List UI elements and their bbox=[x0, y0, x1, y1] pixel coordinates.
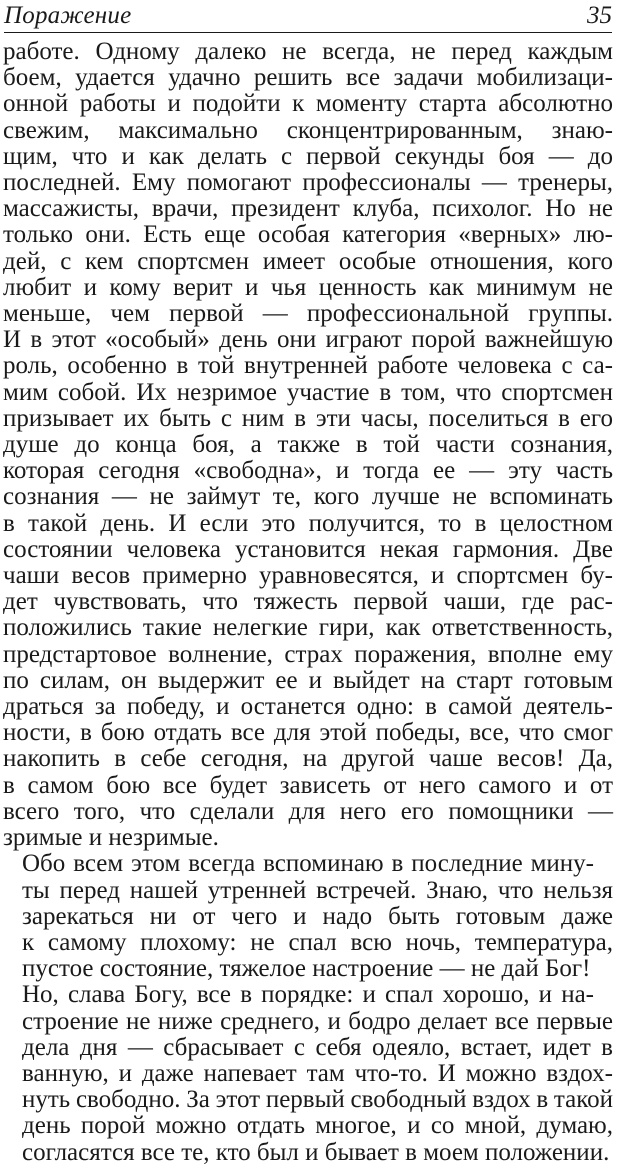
text-line: массажисты, врачи, президент клуба, психолог. Но не bbox=[3, 195, 613, 223]
text-line: предстартовое волнение, страх поражения, вполне ему bbox=[3, 640, 613, 668]
running-head bbox=[4, 0, 612, 33]
text-line: всего того, что сделали для него его помощники — bbox=[3, 797, 613, 825]
text-line: душе до конца боя, а также в той части сознания, bbox=[3, 431, 613, 459]
text-line: пустое состояние, тяжелое настроение — не дай Бог! bbox=[22, 955, 591, 983]
text-line: в такой день. И если это получится, то в целостном bbox=[3, 509, 613, 537]
text-line: дей, с кем спортсмен имеет особые отношения, кого bbox=[3, 247, 613, 275]
page-number: 35 bbox=[587, 2, 612, 29]
text-line: боем, удается удачно решить все задачи мобилизаци- bbox=[3, 64, 613, 92]
body-text bbox=[3, 39, 613, 1166]
text-line: в самом бою все будет зависеть от него самого и от bbox=[3, 771, 613, 799]
text-line: Обо всем этом всегда вспоминаю в последние мину- bbox=[22, 850, 594, 878]
text-line: строение не ниже среднего, и бодро делает все первые bbox=[22, 1007, 613, 1035]
text-line: онной работы и подойти к моменту старта абсолютно bbox=[3, 90, 613, 118]
text-line: дела дня — сбрасывает с себя одеяло, встает, идет в bbox=[22, 1033, 613, 1061]
text-line: день порой можно отдать многое, и со мной, думаю, bbox=[22, 1112, 613, 1140]
text-line: накопить в себе сегодня, на другой чаше весов! Да, bbox=[3, 745, 613, 773]
text-line: по силам, он выдержит ее и выйдет на старт готовым bbox=[3, 666, 613, 694]
text-line: только они. Есть еще особая категория «верных» лю- bbox=[3, 221, 613, 249]
text-line: чаши весов примерно уравновесятся, и спортсмен бу- bbox=[3, 562, 613, 590]
text-line: к самому плохому: не спал всю ночь, температура, bbox=[22, 928, 613, 956]
text-line: которая сегодня «свободна», и тогда ее — эту часть bbox=[3, 457, 613, 485]
text-line: ванную, и даже напевает там что-то. И можно вздох- bbox=[22, 1059, 613, 1087]
text-line: роль, особенно в той внутренней работе человека с са- bbox=[3, 352, 613, 380]
text-line: щим, что и как делать с первой секунды боя — до bbox=[3, 142, 613, 170]
text-line: меньше, чем первой — профессиональной группы. bbox=[3, 300, 613, 328]
text-line: призывает их быть с ним в эти часы, поселиться в его bbox=[3, 404, 613, 432]
text-line: Но, слава Богу, все в порядке: и спал хорошо, и на- bbox=[22, 981, 594, 1009]
text-line: дет чувствовать, что тяжесть первой чаши, где рас- bbox=[3, 588, 613, 616]
text-line: драться за победу, и останется одно: в самой деятель- bbox=[3, 693, 613, 721]
text-line: положились такие нелегкие гири, как ответственность, bbox=[3, 614, 613, 642]
text-line: И в этот «особый» день они играют порой важнейшую bbox=[3, 326, 613, 354]
text-line: ты перед нашей утренней встречей. Знаю, что нельзя bbox=[22, 876, 613, 904]
text-line: согласятся все те, кто был и бывает в моем положении. bbox=[22, 1138, 610, 1166]
text-line: зарекаться ни от чего и надо быть готовым даже bbox=[22, 902, 613, 930]
text-line: последней. Ему помогают профессионалы — тренеры, bbox=[3, 169, 613, 197]
paragraph-1 bbox=[3, 39, 613, 851]
text-line: любит и кому верит и чья ценность как минимум не bbox=[3, 273, 613, 301]
paragraph-2 bbox=[3, 851, 613, 982]
text-line: сознания — не займут те, кого лучше не вспоминать bbox=[3, 483, 613, 511]
text-line: состоянии человека установится некая гармония. Две bbox=[3, 535, 613, 563]
text-line: ности, в бою отдать все для этой победы, все, что смог bbox=[3, 719, 613, 747]
paragraph-3 bbox=[3, 982, 613, 1165]
text-line: работе. Одному далеко не всегда, не перед каждым bbox=[3, 38, 613, 65]
running-title: Поражение bbox=[4, 2, 132, 29]
text-line: нуть свободно. За этот первый свободный вздох в такой bbox=[22, 1086, 613, 1114]
text-line: свежим, максимально сконцентрированным, знаю- bbox=[3, 116, 613, 144]
text-line: зримые и незримые. bbox=[3, 824, 219, 852]
text-line: мим собой. Их незримое участие в том, что спортсмен bbox=[3, 378, 613, 406]
